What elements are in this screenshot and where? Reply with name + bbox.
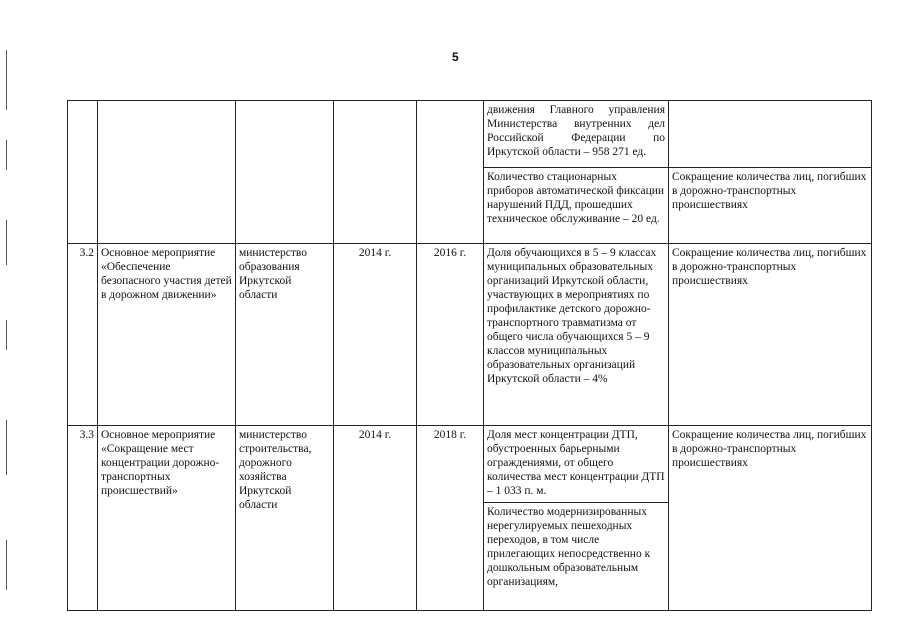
activity-cell: Основное мероприятие «Сокращение мест концентрации дорожно-транспортных происшествий»	[98, 426, 236, 611]
scan-margin-mark	[6, 540, 7, 590]
indicator-cell: Количество модернизированных нерегулируемых пешеходных переходов, в том числе прилегающих непосредственно к дошкольным образовательным организациям,	[484, 503, 669, 611]
executor-cell: министерство образования Иркутской области	[236, 244, 334, 426]
indicator-cell: Доля обучающихся в 5 – 9 классах муниципальных образовательных организаций Иркутской области, участвующих в мероприятиях по профилактике детского дорожно-транспортного травматизма от общего числа обучающихся 5 – 9 классов муниципальных образовательных организаций Иркутской области – 4%	[484, 244, 669, 426]
result-cell: Сокращение количества лиц, погибших в дорожно-транспортных происшествиях	[669, 426, 872, 611]
indicator-line: Министерства внутренних дел	[487, 118, 665, 130]
table-row	[68, 426, 872, 503]
indicator-cell	[484, 101, 669, 168]
activity-cell	[98, 101, 236, 244]
executor-cell: министерство строительства, дорожного хозяйства Иркутской области	[236, 426, 334, 611]
table-row	[68, 244, 872, 426]
end-year-cell: 2018 г.	[417, 426, 484, 611]
scan-margin-mark	[6, 420, 7, 475]
indicator-line: Иркутской области – 958 271 ед.	[487, 146, 647, 158]
row-number-cell: 3.2	[68, 244, 98, 426]
indicator-line: Российской Федерации по	[487, 132, 665, 144]
indicator-cell: Количество стационарных приборов автоматической фиксации нарушений ПДД, прошедших техническое обслуживание – 20 ед.	[484, 168, 669, 244]
end-year-cell	[417, 101, 484, 244]
table-row	[68, 101, 872, 168]
result-cell: Сокращение количества лиц, погибших в дорожно-транспортных происшествиях	[669, 244, 872, 426]
indicator-line: движения Главного управления	[487, 104, 665, 116]
scan-margin-mark	[6, 220, 7, 265]
activity-cell: Основное мероприятие «Обеспечение безопасного участия детей в дорожном движении»	[98, 244, 236, 426]
start-year-cell: 2014 г.	[334, 426, 417, 611]
executor-cell	[236, 101, 334, 244]
row-number-cell	[68, 101, 98, 244]
result-cell	[669, 101, 872, 168]
indicator-cell: Доля мест концентрации ДТП, обустроенных барьерными ограждениями, от общего количества мест концентрации ДТП – 1 033 п. м.	[484, 426, 669, 503]
start-year-cell: 2014 г.	[334, 244, 417, 426]
page-number: 5	[452, 50, 459, 64]
end-year-cell: 2016 г.	[417, 244, 484, 426]
start-year-cell	[334, 101, 417, 244]
result-cell: Сокращение количества лиц, погибших в дорожно-транспортных происшествиях	[669, 168, 872, 244]
scan-margin-mark	[6, 320, 7, 350]
scan-margin-mark	[6, 140, 7, 170]
scan-margin-mark	[6, 50, 7, 110]
program-activities-table	[67, 100, 872, 611]
row-number-cell: 3.3	[68, 426, 98, 611]
